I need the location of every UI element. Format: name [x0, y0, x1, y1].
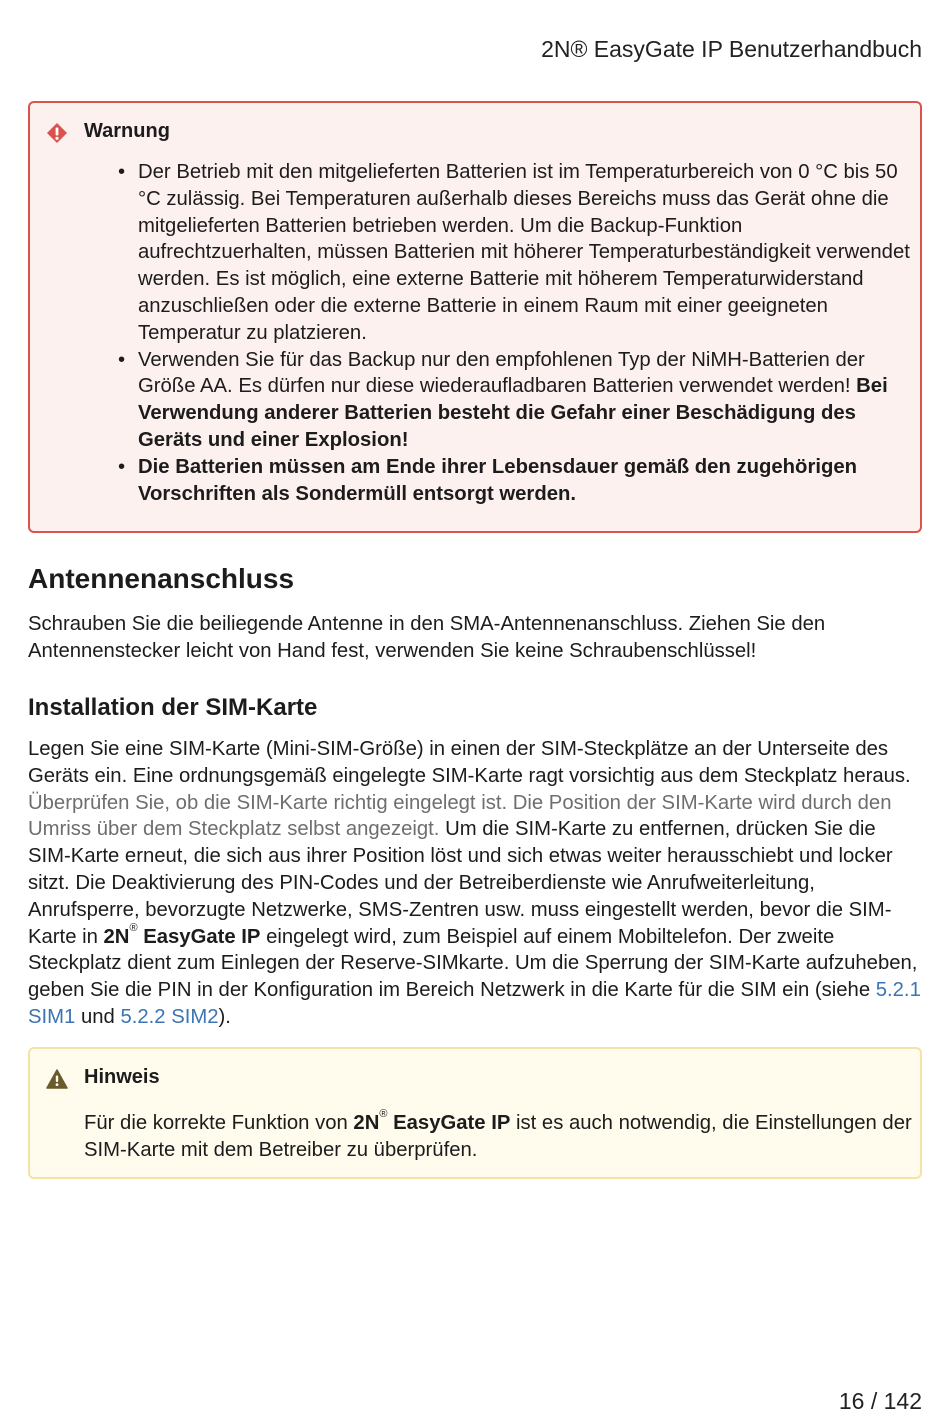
page-number: 16 / 142 — [838, 1388, 922, 1414]
antenna-paragraph: Schrauben Sie die beiliegende Antenne in den SMA-Antennenanschluss. Ziehen Sie den Antennenstecker leicht von Hand fest, verwenden Sie keine Schraubenschlüssel! — [28, 613, 826, 662]
warning-triangle-icon — [46, 1069, 68, 1089]
warning-item-text: Verwenden Sie für das Backup nur den empfohlenen Typ der NiMH-Batterien der Größe AA. Es dürfen nur diese wiederaufladbaren Batterien verwendet werden! — [138, 348, 865, 398]
antenna-heading: Antennenanschluss — [28, 563, 295, 594]
registered-mark: ® — [379, 1108, 388, 1120]
sim-text-2: Um die SIM-Karte zu entfernen, drücken Sie die SIM-Karte erneut, die sich aus ihrer Position löst und sich etwas weiter herausschiebt und locker sitzt. Die Deaktivierung des PIN-Codes und der Betreiberdienste wie Anrufweiterleitung, Anrufsperre, bevorzugte Netzwerke, SMS-Zentren usw. muss eingestellt werden, bevor die SIM-Karte in — [28, 818, 893, 948]
warning-list — [116, 159, 916, 507]
warning-box — [28, 101, 922, 533]
brand-name: EasyGate IP — [387, 1112, 511, 1134]
sim-text-1: Legen Sie eine SIM-Karte (Mini-SIM-Größe) in einen der SIM-Steckplätze an der Unterseite des Geräts ein. Eine ordnungsgemäß eingelegte SIM-Karte ragt vorsichtig aus dem Steckplatz heraus. — [28, 738, 911, 787]
note-box — [28, 1047, 922, 1179]
link-sim2[interactable]: 5.2.2 SIM2 — [120, 1005, 219, 1028]
sim-text-3: eingelegt wird, zum Beispiel auf einem Mobiltelefon. Der zweite Steckplatz dient zum Einlegen der Reserve-SIMkarte. Um die Sperrung der SIM-Karte aufzuheben, geben Sie die PIN in der Konfiguration im Bereich Netzwerk in die Karte für die SIM ein (siehe — [28, 925, 918, 1002]
link-sim1[interactable]: 5.2.1 SIM1 — [28, 979, 921, 1028]
note-text-post: ist es auch notwendig, die Einstellungen der SIM-Karte mit dem Betreiber zu überprüfen. — [84, 1112, 912, 1161]
note-text-pre: Für die korrekte Funktion von — [84, 1112, 354, 1134]
registered-mark: ® — [129, 921, 138, 934]
brand-2n: 2N — [103, 925, 130, 948]
note-title: Hinweis — [84, 1066, 160, 1088]
warning-item-bold: Die Batterien müssen am Ende ihrer Lebensdauer gemäß den zugehörigen Vorschriften als Sondermüll entsorgt werden. — [138, 455, 858, 505]
note-text — [84, 1110, 914, 1164]
warning-title: Warnung — [84, 120, 170, 142]
brand-2n: 2N — [353, 1112, 380, 1134]
sim-muted-text: Überprüfen Sie, ob die SIM-Karte richtig eingelegt ist. Die Position der SIM-Karte wird durch den Umriss über dem Steckplatz selbst angezeigt. — [28, 791, 892, 841]
brand-name: EasyGate IP — [137, 925, 261, 948]
sim-heading: Installation der SIM-Karte — [28, 694, 318, 721]
sim-text-end: ). — [218, 1005, 231, 1028]
warning-item — [116, 347, 916, 454]
sim-paragraph — [28, 736, 923, 1031]
warning-item — [116, 159, 916, 347]
exclamation-icon — [46, 122, 68, 144]
sim-text-and: und — [75, 1005, 121, 1028]
warning-item-text: Der Betrieb mit den mitgelieferten Batterien ist im Temperaturbereich von 0 °C bis 50 °C zulässig. Bei Temperaturen außerhalb dieses Bereichs muss das Gerät ohne die mitgelieferten Batterien betrieben werden. Um die Backup-Funktion aufrechtzuerhalten, müssen Batterien mit höherer Temperaturbeständigkeit verwendet werden. Es ist möglich, eine externe Batterie mit höherem Temperaturwiderstand anzuschließen oder die externe Batterie in einem Raum mit einer geeigneten Temperatur zu platzieren. — [138, 161, 910, 344]
document-header-title: 2N® EasyGate IP Benutzerhandbuch — [541, 36, 922, 62]
warning-item-bold: Bei Verwendung anderer Batterien besteht die Gefahr einer Beschädigung des Geräts und einer Explosion! — [138, 375, 888, 451]
warning-item — [116, 454, 916, 508]
